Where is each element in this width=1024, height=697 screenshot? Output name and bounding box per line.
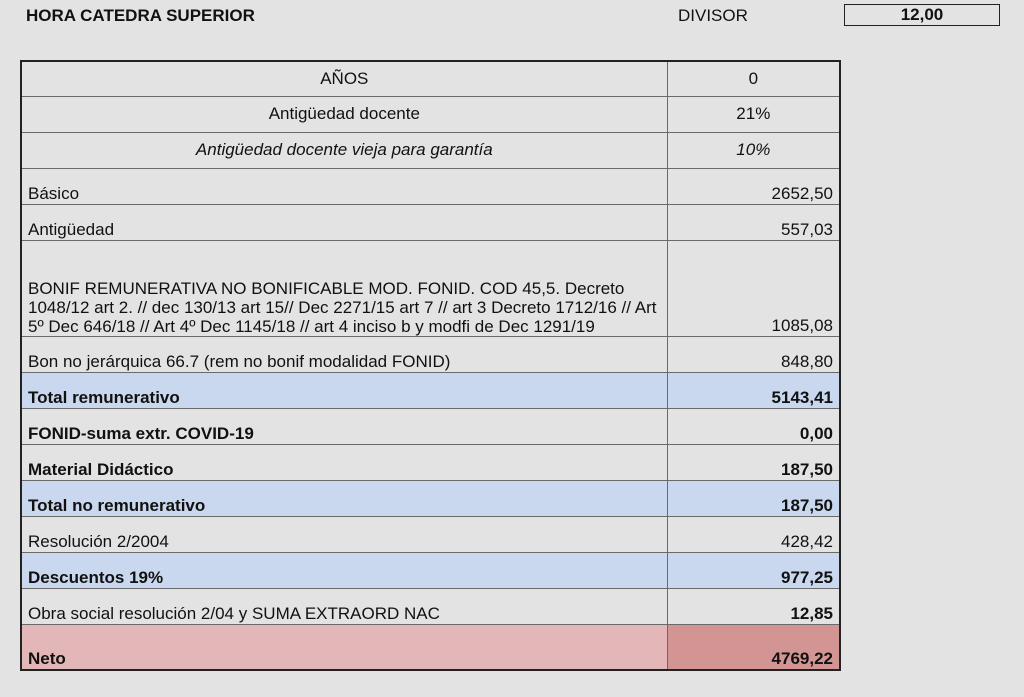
table-row-obra-social: [21, 588, 840, 624]
table-row-antiguedad-vieja: [21, 132, 840, 168]
divisor-label: DIVISOR: [678, 6, 748, 25]
table-row-antiguedad: [21, 204, 840, 240]
table-row-resolucion: [21, 516, 840, 552]
value-cell[interactable]: 21%: [667, 96, 840, 132]
label-cell[interactable]: Antigüedad docente: [21, 96, 667, 132]
value-cell[interactable]: 0: [667, 61, 840, 96]
label-cell[interactable]: Total remunerativo: [21, 372, 667, 408]
table-row-fonid: [21, 408, 840, 444]
table-row-antiguedad-docente: [21, 96, 840, 132]
value-cell[interactable]: 187,50: [667, 480, 840, 516]
value-cell[interactable]: 2652,50: [667, 168, 840, 204]
table-row-neto: [21, 624, 840, 670]
sheet-title: HORA CATEDRA SUPERIOR: [26, 6, 255, 25]
table-row-bon-no-jerarquica: [21, 336, 840, 372]
label-cell[interactable]: Antigüedad: [21, 204, 667, 240]
label-cell[interactable]: Neto: [21, 624, 667, 670]
label-cell[interactable]: AÑOS: [21, 61, 667, 96]
label-cell[interactable]: Antigüedad docente vieja para garantía: [21, 132, 667, 168]
label-cell[interactable]: FONID-suma extr. COVID-19: [21, 408, 667, 444]
label-cell[interactable]: Obra social resolución 2/04 y SUMA EXTRAORD NAC: [21, 588, 667, 624]
label-cell[interactable]: Básico: [21, 168, 667, 204]
label-cell[interactable]: Total no remunerativo: [21, 480, 667, 516]
table-row-total-no-remunerativo: [21, 480, 840, 516]
value-cell[interactable]: 10%: [667, 132, 840, 168]
value-cell[interactable]: 12,85: [667, 588, 840, 624]
value-cell[interactable]: 977,25: [667, 552, 840, 588]
table-row-basico: [21, 168, 840, 204]
label-cell[interactable]: Material Didáctico: [21, 444, 667, 480]
salary-table: [20, 60, 841, 671]
value-cell[interactable]: 0,00: [667, 408, 840, 444]
table-row-material-didactico: [21, 444, 840, 480]
label-cell[interactable]: Resolución 2/2004: [21, 516, 667, 552]
table-row-descuentos: [21, 552, 840, 588]
table-row-total-remunerativo: [21, 372, 840, 408]
label-cell[interactable]: BONIF REMUNERATIVA NO BONIFICABLE MOD. FONID. COD 45,5. Decreto 1048/12 art 2. // dec 130/13 art 15// Dec 2271/15 art 7 // art 3 Decreto 1712/16 // Art 5º Dec 646/18 // Art 4º Dec 1145/18 // art 4 inciso b y modfi de Dec 1291/19: [21, 240, 667, 336]
value-cell[interactable]: 5143,41: [667, 372, 840, 408]
value-cell[interactable]: 187,50: [667, 444, 840, 480]
value-cell[interactable]: 848,80: [667, 336, 840, 372]
table-row-bonif-remunerativa: [21, 240, 840, 336]
value-cell[interactable]: 1085,08: [667, 240, 840, 336]
label-cell[interactable]: Descuentos 19%: [21, 552, 667, 588]
label-cell[interactable]: Bon no jerárquica 66.7 (rem no bonif modalidad FONID): [21, 336, 667, 372]
divisor-value-cell[interactable]: 12,00: [844, 4, 1000, 26]
table-row-anos: [21, 61, 840, 96]
value-cell[interactable]: 4769,22: [667, 624, 840, 670]
value-cell[interactable]: 428,42: [667, 516, 840, 552]
value-cell[interactable]: 557,03: [667, 204, 840, 240]
